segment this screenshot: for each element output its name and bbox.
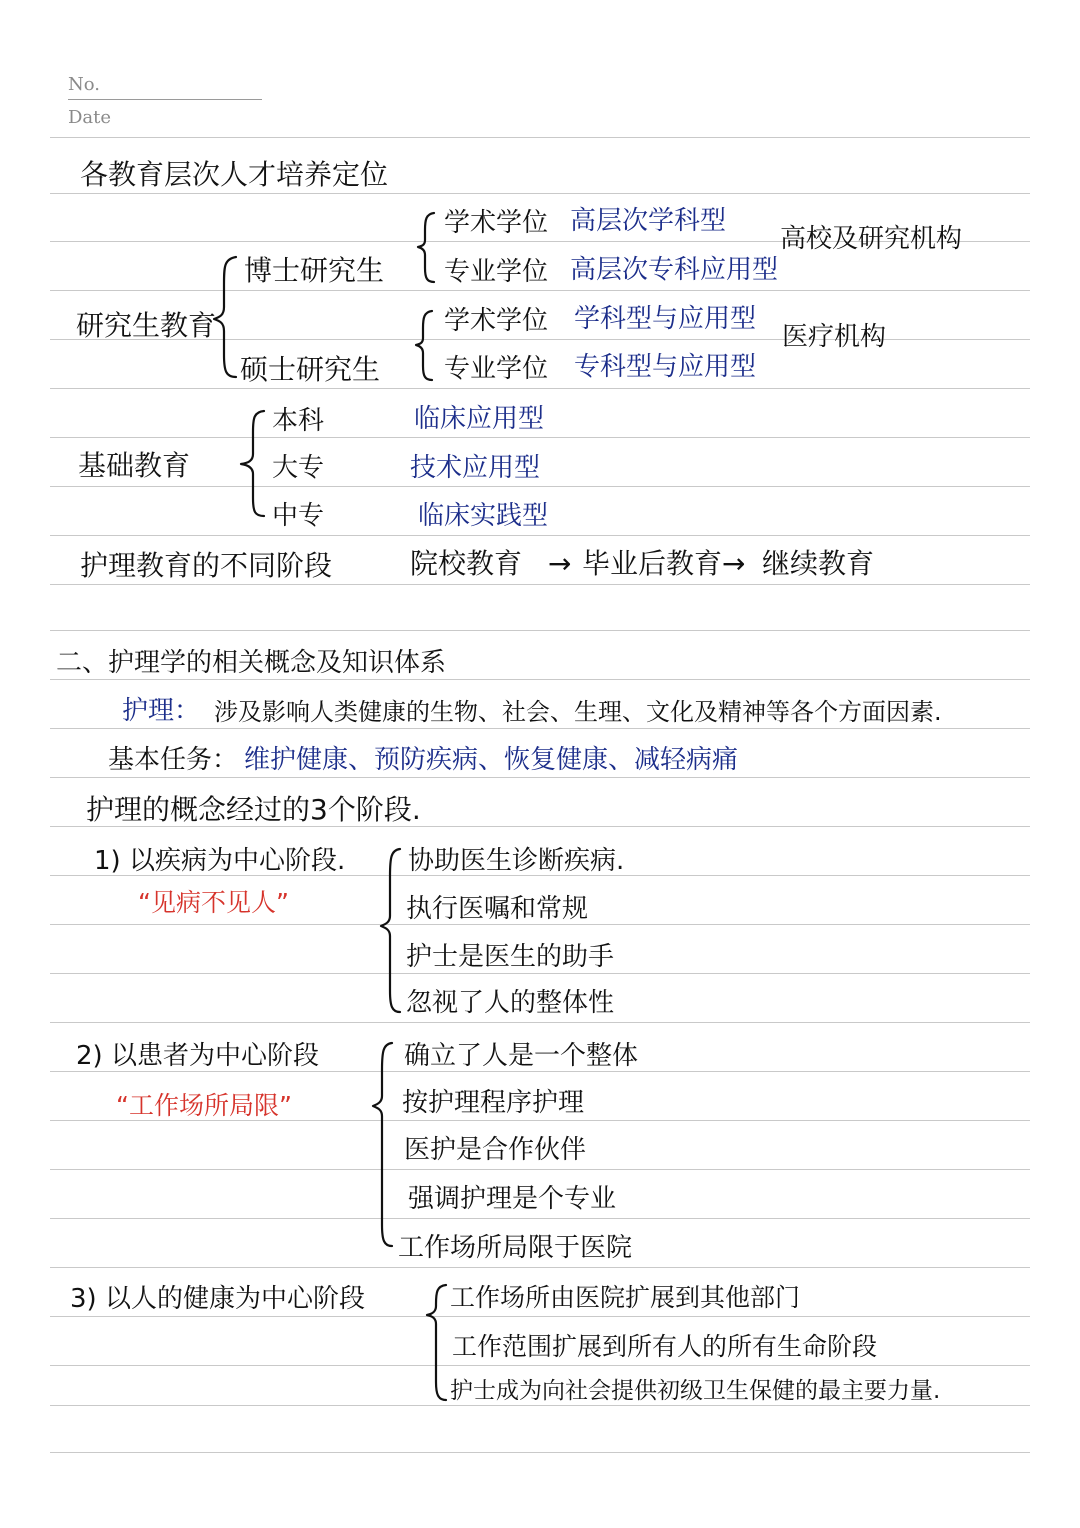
phase2-note: “工作场所局限”: [116, 1091, 292, 1120]
phase1-point-2: 执行医嘱和常规: [406, 894, 589, 924]
doctor-professional-label: 专业学位: [444, 257, 549, 287]
phase2-title: 2) 以患者为中心阶段: [76, 1041, 319, 1071]
master-label: 硕士研究生: [240, 353, 381, 386]
doctor-professional-type: 高层次专科应用型: [570, 255, 779, 285]
ruled-line: [50, 137, 1030, 138]
doctor-academic-label: 学术学位: [444, 208, 549, 238]
phase3-point-2: 工作范围扩展到所有人的所有生命阶段: [452, 1332, 878, 1361]
ruled-line: [50, 973, 1030, 974]
ruled-line: [50, 728, 1030, 729]
master-professional-label: 专业学位: [444, 354, 549, 384]
ruled-line: [50, 1365, 1030, 1366]
phase2-brace: [370, 1040, 396, 1250]
doctor-academic-type: 高层次学科型: [570, 206, 727, 236]
ruled-line: [50, 535, 1030, 536]
master-brace: [414, 308, 436, 383]
ruled-line: [50, 630, 1030, 631]
doctor-institution: 高校及研究机构: [780, 224, 963, 254]
ruled-line: [50, 924, 1030, 925]
phase3-brace: [424, 1282, 450, 1404]
ruled-line: [50, 1218, 1030, 1219]
concept-title: 护理的概念经过的3个阶段.: [86, 793, 421, 826]
nursing-label: 护理：: [122, 696, 201, 726]
ruled-line: [50, 486, 1030, 487]
graduate-brace: [210, 255, 240, 380]
phase1-title: 1) 以疾病为中心阶段.: [94, 846, 346, 876]
stage-step-2: 毕业后教育: [582, 547, 723, 580]
ruled-line: [50, 290, 1030, 291]
stage-step-1: 院校教育: [410, 547, 523, 580]
ruled-line: [50, 777, 1030, 778]
ruled-line: [50, 1316, 1030, 1317]
doctor-label: 博士研究生: [244, 254, 385, 287]
phase2-point-5: 工作场所局限于医院: [398, 1233, 633, 1263]
section2-title: 二、护理学的相关概念及知识体系: [56, 648, 447, 678]
phase2-point-4: 强调护理是个专业: [408, 1184, 617, 1214]
no-label: No.: [68, 74, 100, 95]
ruled-line: [50, 1120, 1030, 1121]
doctor-brace: [416, 210, 438, 285]
basic-level-2: 大专: [272, 453, 325, 483]
phase1-point-1: 协助医生诊断疾病.: [408, 846, 625, 876]
basic-level-3: 中专: [272, 501, 325, 531]
phase1-note: “见病不见人”: [138, 888, 289, 917]
stages-label: 护理教育的不同阶段: [80, 549, 333, 582]
ruled-line: [50, 1169, 1030, 1170]
phase1-brace: [378, 846, 404, 1016]
section1-title: 各教育层次人才培养定位: [80, 158, 389, 191]
basic-level-1: 本科: [272, 406, 325, 436]
basic-type-1: 临床应用型: [414, 404, 545, 434]
ruled-line: [50, 1071, 1030, 1072]
no-underline: [68, 99, 262, 100]
tasks-label: 基本任务：: [108, 745, 239, 775]
ruled-line: [50, 826, 1030, 827]
master-academic-type: 学科型与应用型: [574, 304, 757, 334]
date-label: Date: [68, 107, 112, 128]
stage-arrow-1: →: [548, 547, 572, 580]
ruled-line: [50, 1405, 1030, 1406]
phase1-point-3: 护士是医生的助手: [406, 942, 615, 972]
stage-arrow-2: →: [722, 547, 746, 580]
ruled-line: [50, 388, 1030, 389]
phase3-point-3: 护士成为向社会提供初级卫生保健的最主要力量.: [450, 1378, 941, 1404]
phase3-title: 3) 以人的健康为中心阶段: [70, 1284, 365, 1314]
ruled-line: [50, 1022, 1030, 1023]
phase2-point-1: 确立了人是一个整体: [404, 1041, 639, 1071]
basic-type-3: 临床实践型: [418, 501, 549, 531]
ruled-line: [50, 437, 1030, 438]
phase2-point-3: 医护是合作伙伴: [404, 1135, 587, 1165]
ruled-line: [50, 1452, 1030, 1453]
master-academic-label: 学术学位: [444, 306, 549, 336]
basic-brace: [236, 408, 268, 520]
nursing-definition: 涉及影响人类健康的生物、社会、生理、文化及精神等各个方面因素.: [214, 698, 942, 726]
master-institution: 医疗机构: [782, 322, 887, 352]
stage-step-3: 继续教育: [762, 547, 875, 580]
master-professional-type: 专科型与应用型: [574, 352, 757, 382]
phase3-point-1: 工作场所由医院扩展到其他部门: [450, 1283, 801, 1312]
graduate-education-label: 研究生教育: [76, 309, 217, 342]
ruled-line: [50, 1267, 1030, 1268]
phase2-point-2: 按护理程序护理: [402, 1088, 585, 1118]
phase1-point-4: 忽视了人的整体性: [406, 988, 615, 1018]
ruled-line: [50, 679, 1030, 680]
basic-type-2: 技术应用型: [410, 453, 541, 483]
ruled-line: [50, 584, 1030, 585]
basic-education-label: 基础教育: [78, 449, 191, 482]
tasks-list: 维护健康、预防疾病、恢复健康、减轻病痛: [244, 745, 739, 775]
ruled-line: [50, 193, 1030, 194]
